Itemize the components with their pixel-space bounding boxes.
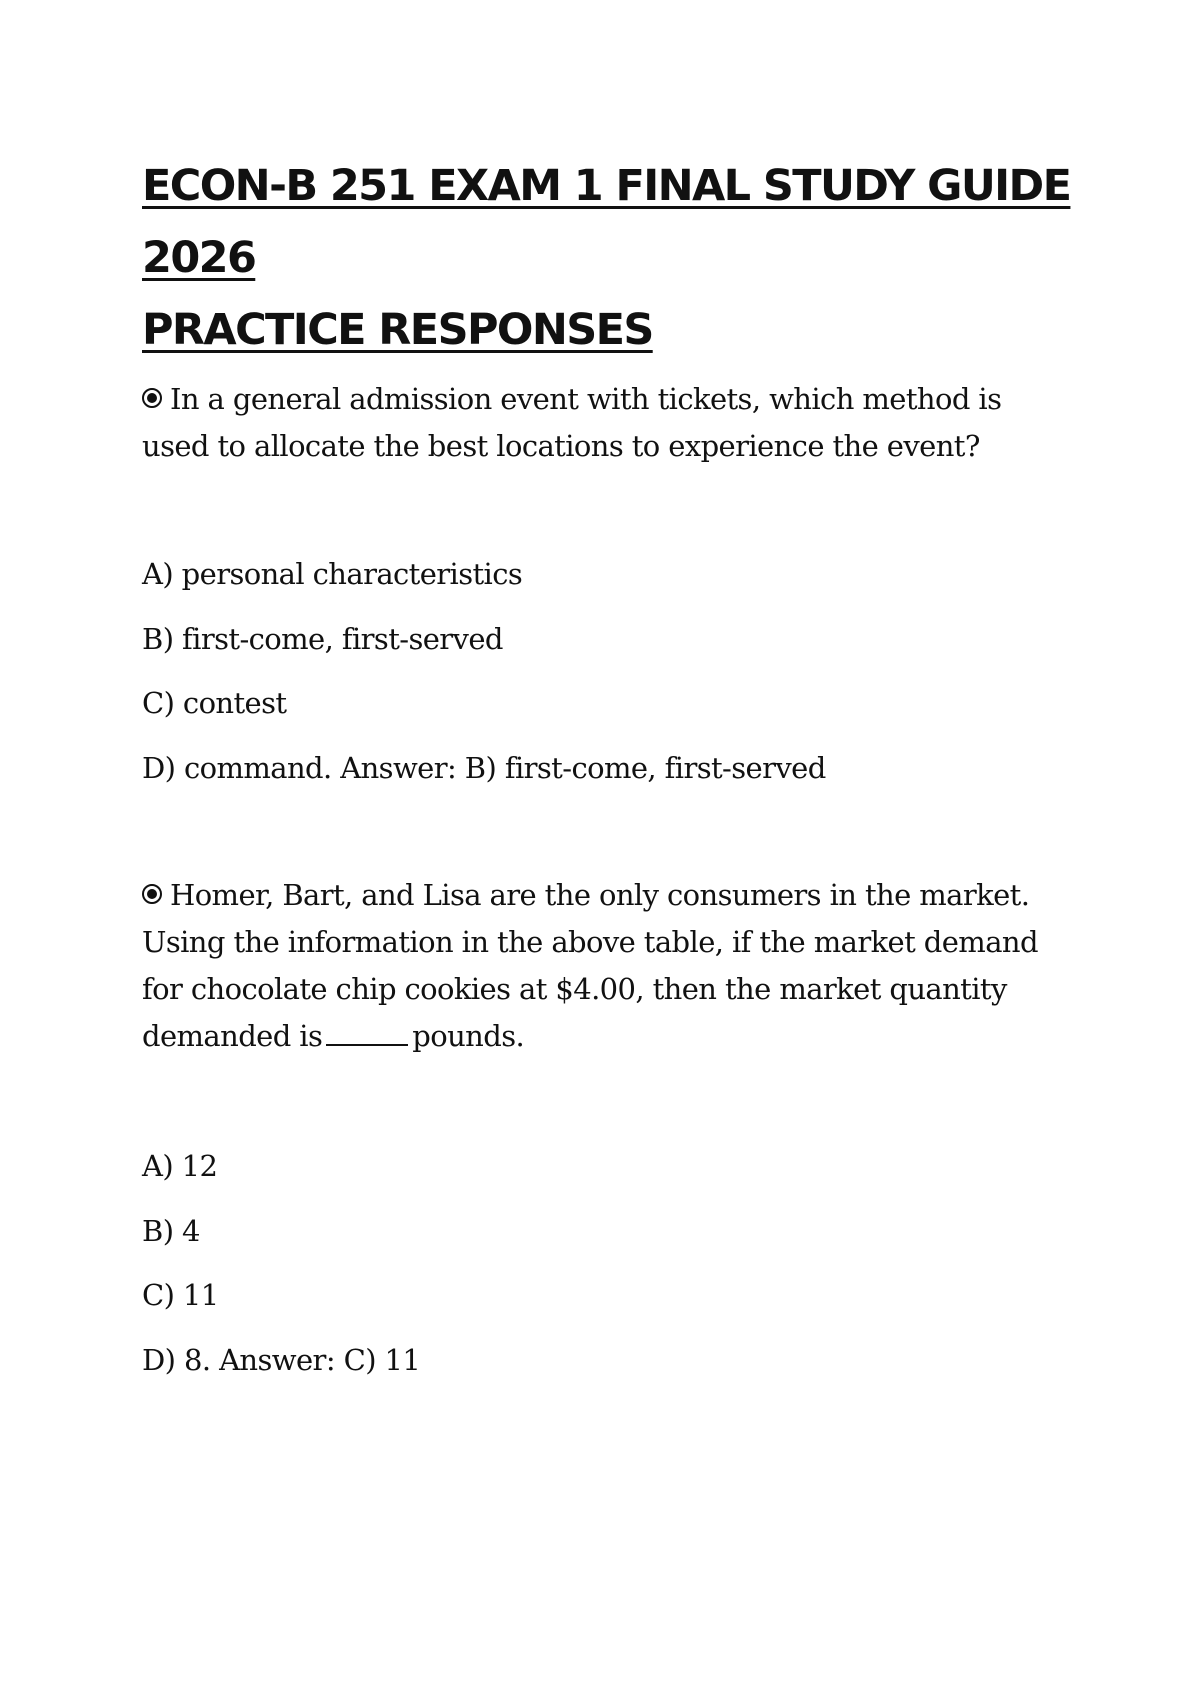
question-2 bbox=[142, 872, 1072, 1060]
question-1 bbox=[142, 376, 1072, 470]
option-item: A) 12 bbox=[142, 1149, 218, 1183]
option-item: A) personal characteristics bbox=[142, 557, 523, 591]
radio-bullet-icon bbox=[142, 884, 162, 904]
answer-blank bbox=[326, 1022, 408, 1046]
title-line-1: ECON-B 251 EXAM 1 FINAL STUDY GUIDE 2026 bbox=[142, 161, 1071, 283]
question-2-text: Homer, Bart, and Lisa are the only consumers in the market. Using the information in the above table, if the market demand for chocolate chip cookies at $4.00, then the market quantity demanded is bbox=[142, 878, 1038, 1053]
document-title bbox=[142, 150, 1082, 366]
option-item: C) 11 bbox=[142, 1278, 219, 1312]
option-item: D) command. Answer: B) first-come, first-served bbox=[142, 750, 826, 785]
question-2-options bbox=[142, 1134, 1072, 1392]
question-1-options bbox=[142, 542, 1072, 800]
option-item: D) 8. Answer: C) 11 bbox=[142, 1342, 421, 1377]
radio-bullet-icon bbox=[142, 388, 162, 408]
option-item: B) first-come, first-served bbox=[142, 621, 503, 656]
question-2-text-end: pounds. bbox=[412, 1019, 525, 1053]
option-item: C) contest bbox=[142, 686, 287, 720]
question-1-text: In a general admission event with tickets, which method is used to allocate the best locations to experience the event? bbox=[142, 382, 1002, 463]
title-line-2: PRACTICE RESPONSES bbox=[142, 305, 653, 355]
option-item: B) 4 bbox=[142, 1213, 200, 1248]
